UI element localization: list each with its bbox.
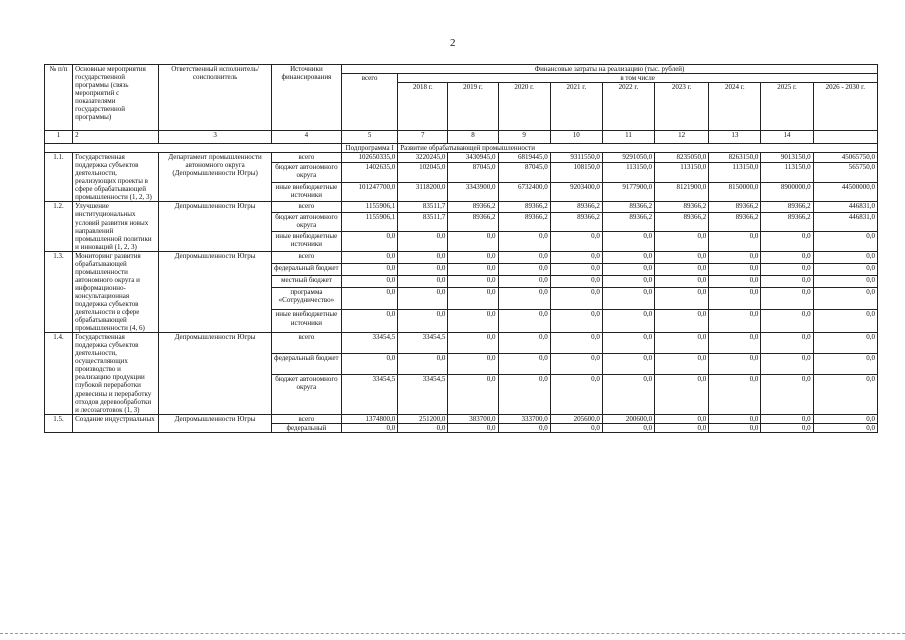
- year-cost: 0,0: [709, 275, 761, 287]
- funding-source: федеральный: [271, 423, 341, 432]
- year-cost: 89366,2: [498, 202, 550, 212]
- header-year: 2018 г.: [398, 83, 448, 131]
- column-number: 9: [498, 131, 550, 144]
- year-cost: 33454,5: [398, 333, 448, 354]
- year-cost: 0,0: [655, 414, 709, 423]
- column-number: 3: [159, 131, 271, 144]
- year-cost: 565750,0: [813, 163, 877, 182]
- table-row: [45, 251, 878, 263]
- column-number: 10: [550, 131, 602, 144]
- year-cost: 0,0: [709, 310, 761, 333]
- header-year: 2025 г.: [761, 83, 813, 131]
- responsible-executor: Депромышленности Югры: [159, 202, 271, 251]
- year-cost: 200600,0: [602, 414, 654, 423]
- total-cost: 0,0: [342, 310, 398, 333]
- year-cost: 0,0: [655, 263, 709, 275]
- column-number: 14: [761, 131, 813, 144]
- year-cost: 0,0: [498, 275, 550, 287]
- column-number: 12: [655, 131, 709, 144]
- year-cost: 8121900,0: [655, 182, 709, 202]
- header-year: 2020 г.: [498, 83, 550, 131]
- year-cost: 0,0: [498, 333, 550, 354]
- year-cost: 0,0: [709, 333, 761, 354]
- year-cost: 0,0: [655, 423, 709, 432]
- section-number: 1.5.: [45, 414, 73, 432]
- responsible-executor: Депромышленности Югры: [159, 251, 271, 332]
- year-cost: 0,0: [709, 414, 761, 423]
- year-cost: 0,0: [398, 354, 448, 375]
- subprogram-title: Развитие обрабатывающей промышленности: [398, 144, 878, 153]
- year-cost: 89366,2: [655, 212, 709, 231]
- column-number: 13: [709, 131, 761, 144]
- year-cost: 0,0: [602, 251, 654, 263]
- year-cost: 0,0: [813, 414, 877, 423]
- year-cost: 0,0: [498, 310, 550, 333]
- year-cost: 0,0: [448, 275, 498, 287]
- year-cost: 89366,2: [550, 212, 602, 231]
- header-year: 2026 - 2030 г.: [813, 83, 877, 131]
- header-sources: Источники финансирования: [271, 65, 341, 131]
- funding-source: бюджет автономного округа: [271, 163, 341, 182]
- year-cost: 102045,0: [398, 163, 448, 182]
- year-cost: 0,0: [761, 287, 813, 310]
- year-cost: 0,0: [813, 354, 877, 375]
- year-cost: 0,0: [655, 375, 709, 415]
- year-cost: 89366,2: [602, 202, 654, 212]
- year-cost: 0,0: [498, 251, 550, 263]
- header-num: № п/п: [45, 65, 73, 131]
- year-cost: 446831,0: [813, 202, 877, 212]
- year-cost: 0,0: [602, 310, 654, 333]
- funding-source: всего: [271, 414, 341, 423]
- year-cost: 0,0: [655, 333, 709, 354]
- year-cost: 9013150,0: [761, 153, 813, 163]
- year-cost: 3343900,0: [448, 182, 498, 202]
- funding-source: федеральный бюджет: [271, 263, 341, 275]
- year-cost: 0,0: [398, 275, 448, 287]
- funding-source: всего: [271, 202, 341, 212]
- column-number: 5: [342, 131, 398, 144]
- year-cost: 0,0: [448, 287, 498, 310]
- section-number: 1.3.: [45, 251, 73, 332]
- year-cost: 89366,2: [602, 212, 654, 231]
- subprogram-row: [45, 144, 878, 153]
- column-number: 2: [73, 131, 159, 144]
- year-cost: 0,0: [448, 333, 498, 354]
- year-cost: 0,0: [550, 232, 602, 252]
- year-cost: 89366,2: [655, 202, 709, 212]
- header-year: 2019 г.: [448, 83, 498, 131]
- funding-source: всего: [271, 333, 341, 354]
- year-cost: 6732400,0: [498, 182, 550, 202]
- table-row: [45, 333, 878, 354]
- year-cost: 0,0: [655, 287, 709, 310]
- column-number: 4: [271, 131, 341, 144]
- year-cost: 0,0: [655, 232, 709, 252]
- year-cost: 0,0: [602, 287, 654, 310]
- column-number-row: [45, 131, 878, 144]
- year-cost: 0,0: [550, 310, 602, 333]
- year-cost: 89366,2: [448, 212, 498, 231]
- year-cost: 0,0: [398, 310, 448, 333]
- year-cost: 0,0: [398, 287, 448, 310]
- year-cost: 0,0: [602, 375, 654, 415]
- year-cost: 89366,2: [498, 212, 550, 231]
- year-cost: 0,0: [398, 232, 448, 252]
- total-cost: 1374800,0: [342, 414, 398, 423]
- year-cost: 0,0: [550, 287, 602, 310]
- year-cost: 0,0: [761, 263, 813, 275]
- year-cost: 0,0: [813, 263, 877, 275]
- year-cost: 0,0: [550, 423, 602, 432]
- header-year: 2021 г.: [550, 83, 602, 131]
- header-total: всего: [342, 74, 398, 131]
- header-responsible: Ответственный исполнитель/соисполнитель: [159, 65, 271, 131]
- total-cost: 101247700,0: [342, 182, 398, 202]
- total-cost: 0,0: [342, 232, 398, 252]
- year-cost: 0,0: [550, 275, 602, 287]
- funding-source: бюджет автономного округа: [271, 375, 341, 415]
- year-cost: 0,0: [813, 423, 877, 432]
- year-cost: 113150,0: [761, 163, 813, 182]
- year-cost: 0,0: [602, 354, 654, 375]
- year-cost: 0,0: [761, 275, 813, 287]
- year-cost: 0,0: [448, 232, 498, 252]
- year-cost: 89366,2: [709, 212, 761, 231]
- year-cost: 0,0: [655, 251, 709, 263]
- year-cost: 3118200,0: [398, 182, 448, 202]
- year-cost: 83511,7: [398, 202, 448, 212]
- measure-description: Государственная поддержка субъектов деятельности, реализующих проекты в сфере обрабатывающей промышленности (1, 2, 3): [73, 153, 159, 202]
- year-cost: 8150000,0: [709, 182, 761, 202]
- year-cost: 89366,2: [761, 202, 813, 212]
- year-cost: 113150,0: [709, 163, 761, 182]
- funding-source: иные внебюджетные источники: [271, 182, 341, 202]
- year-cost: 0,0: [448, 310, 498, 333]
- year-cost: 0,0: [398, 263, 448, 275]
- year-cost: 0,0: [709, 287, 761, 310]
- year-cost: 0,0: [761, 375, 813, 415]
- year-cost: 0,0: [709, 232, 761, 252]
- year-cost: 0,0: [498, 423, 550, 432]
- year-cost: 0,0: [813, 333, 877, 354]
- funding-source: программа «Сотрудничество»: [271, 287, 341, 310]
- year-cost: 0,0: [709, 375, 761, 415]
- total-cost: 1402635,0: [342, 163, 398, 182]
- year-cost: 9177900,0: [602, 182, 654, 202]
- total-cost: 33454,5: [342, 333, 398, 354]
- year-cost: 0,0: [602, 232, 654, 252]
- page-bottom-rule: [0, 633, 905, 635]
- year-cost: 87045,0: [448, 163, 498, 182]
- measure-description: Государственная поддержка субъектов деятельности, осуществляющих производство и реализацию продукции глубокой переработки древесины и переработку отходов деревообработки и лесозаготовок (1, 3): [73, 333, 159, 414]
- year-cost: 0,0: [813, 251, 877, 263]
- year-cost: 0,0: [550, 333, 602, 354]
- total-cost: 1155906,1: [342, 202, 398, 212]
- year-cost: 0,0: [448, 375, 498, 415]
- year-cost: 8900000,0: [761, 182, 813, 202]
- header-costs: Финансовые затраты на реализацию (тыс. рублей): [342, 65, 878, 74]
- year-cost: 89366,2: [550, 202, 602, 212]
- total-cost: 0,0: [342, 423, 398, 432]
- year-cost: 0,0: [813, 310, 877, 333]
- year-cost: 0,0: [761, 414, 813, 423]
- total-cost: 0,0: [342, 354, 398, 375]
- year-cost: 9203400,0: [550, 182, 602, 202]
- year-cost: 0,0: [761, 333, 813, 354]
- year-cost: 0,0: [602, 263, 654, 275]
- year-cost: 0,0: [761, 423, 813, 432]
- header-year: 2022 г.: [602, 83, 654, 131]
- year-cost: 0,0: [602, 423, 654, 432]
- year-cost: 33454,5: [398, 375, 448, 415]
- year-cost: 205600,0: [550, 414, 602, 423]
- total-cost: 1155906,1: [342, 212, 398, 231]
- year-cost: 0,0: [709, 354, 761, 375]
- total-cost: 0,0: [342, 287, 398, 310]
- funding-source: всего: [271, 153, 341, 163]
- funding-source: всего: [271, 251, 341, 263]
- funding-source: бюджет автономного округа: [271, 212, 341, 231]
- year-cost: 0,0: [813, 375, 877, 415]
- total-cost: 0,0: [342, 251, 398, 263]
- year-cost: 0,0: [498, 375, 550, 415]
- section-number: 1.1.: [45, 153, 73, 202]
- year-cost: 89366,2: [709, 202, 761, 212]
- year-cost: 45065750,0: [813, 153, 877, 163]
- year-cost: 333700,0: [498, 414, 550, 423]
- year-cost: 9291050,0: [602, 153, 654, 163]
- section-number: 1.2.: [45, 202, 73, 251]
- year-cost: 0,0: [602, 275, 654, 287]
- year-cost: 446831,0: [813, 212, 877, 231]
- year-cost: 9311550,0: [550, 153, 602, 163]
- table-row: [45, 414, 878, 423]
- year-cost: 0,0: [655, 354, 709, 375]
- year-cost: 83511,7: [398, 212, 448, 231]
- responsible-executor: Депромышленности Югры: [159, 414, 271, 432]
- column-number: 8: [448, 131, 498, 144]
- header-including: в том числе: [398, 74, 878, 83]
- table-row: [45, 202, 878, 212]
- year-cost: 89366,2: [761, 212, 813, 231]
- measure-description: Улучшение институциональных условий развития новых направлений промышленной политики и инноваций (1, 2, 3): [73, 202, 159, 251]
- total-cost: 33454,5: [342, 375, 398, 415]
- year-cost: 0,0: [498, 232, 550, 252]
- year-cost: 0,0: [498, 354, 550, 375]
- year-cost: 0,0: [709, 423, 761, 432]
- year-cost: 87045,0: [498, 163, 550, 182]
- year-cost: 0,0: [448, 423, 498, 432]
- funding-source: иные внебюджетные источники: [271, 232, 341, 252]
- funding-source: местный бюджет: [271, 275, 341, 287]
- year-cost: 8235050,0: [655, 153, 709, 163]
- year-cost: 0,0: [709, 263, 761, 275]
- year-cost: 0,0: [655, 275, 709, 287]
- responsible-executor: Департамент промышленности автономного округа (Депромышленности Югры): [159, 153, 271, 202]
- year-cost: 0,0: [761, 354, 813, 375]
- year-cost: 0,0: [498, 287, 550, 310]
- year-cost: 0,0: [550, 263, 602, 275]
- page-number: 2: [450, 37, 456, 49]
- year-cost: 0,0: [550, 375, 602, 415]
- year-cost: 0,0: [550, 251, 602, 263]
- year-cost: 0,0: [709, 251, 761, 263]
- section-number: 1.4.: [45, 333, 73, 414]
- funding-source: федеральный бюджет: [271, 354, 341, 375]
- year-cost: 113150,0: [602, 163, 654, 182]
- total-cost: 0,0: [342, 275, 398, 287]
- year-cost: 44500000,0: [813, 182, 877, 202]
- responsible-executor: Депромышленности Югры: [159, 333, 271, 414]
- year-cost: 0,0: [602, 333, 654, 354]
- year-cost: 0,0: [448, 354, 498, 375]
- total-cost: 0,0: [342, 263, 398, 275]
- header-measures: Основные мероприятия государственной программы (связь мероприятий с показателями государственной программы): [73, 65, 159, 131]
- measure-description: Создание индустриальных: [73, 414, 159, 432]
- year-cost: 0,0: [398, 251, 448, 263]
- year-cost: 3430945,0: [448, 153, 498, 163]
- year-cost: 383700,0: [448, 414, 498, 423]
- column-number: 1: [45, 131, 73, 144]
- year-cost: 0,0: [550, 354, 602, 375]
- year-cost: 0,0: [813, 275, 877, 287]
- column-number: 7: [398, 131, 448, 144]
- year-cost: 108150,0: [550, 163, 602, 182]
- year-cost: 0,0: [761, 251, 813, 263]
- year-cost: 89366,2: [448, 202, 498, 212]
- column-number: 11: [602, 131, 654, 144]
- funding-source: иные внебюджетные источники: [271, 310, 341, 333]
- year-cost: 251200,0: [398, 414, 448, 423]
- year-cost: 0,0: [813, 232, 877, 252]
- total-cost: 102650335,0: [342, 153, 398, 163]
- year-cost: 0,0: [498, 263, 550, 275]
- year-cost: 0,0: [398, 423, 448, 432]
- year-cost: 0,0: [448, 251, 498, 263]
- year-cost: 8263150,0: [709, 153, 761, 163]
- year-cost: 0,0: [761, 232, 813, 252]
- column-number: [813, 131, 877, 144]
- year-cost: 0,0: [655, 310, 709, 333]
- year-cost: 0,0: [813, 287, 877, 310]
- year-cost: 0,0: [761, 310, 813, 333]
- measure-description: Мониторинг развития обрабатывающей промышленности автономного округа и информационно-консультационная поддержка субъектов деятельности в сфере обрабатывающей промышленности (4, 6): [73, 251, 159, 332]
- year-cost: 3220245,0: [398, 153, 448, 163]
- header-year: 2024 г.: [709, 83, 761, 131]
- year-cost: 6819445,0: [498, 153, 550, 163]
- header-year: 2023 г.: [655, 83, 709, 131]
- subprogram-label: Подпрограмма I: [342, 144, 398, 153]
- year-cost: 113150,0: [655, 163, 709, 182]
- budget-table: [44, 64, 878, 433]
- year-cost: 0,0: [448, 263, 498, 275]
- table-row: [45, 153, 878, 163]
